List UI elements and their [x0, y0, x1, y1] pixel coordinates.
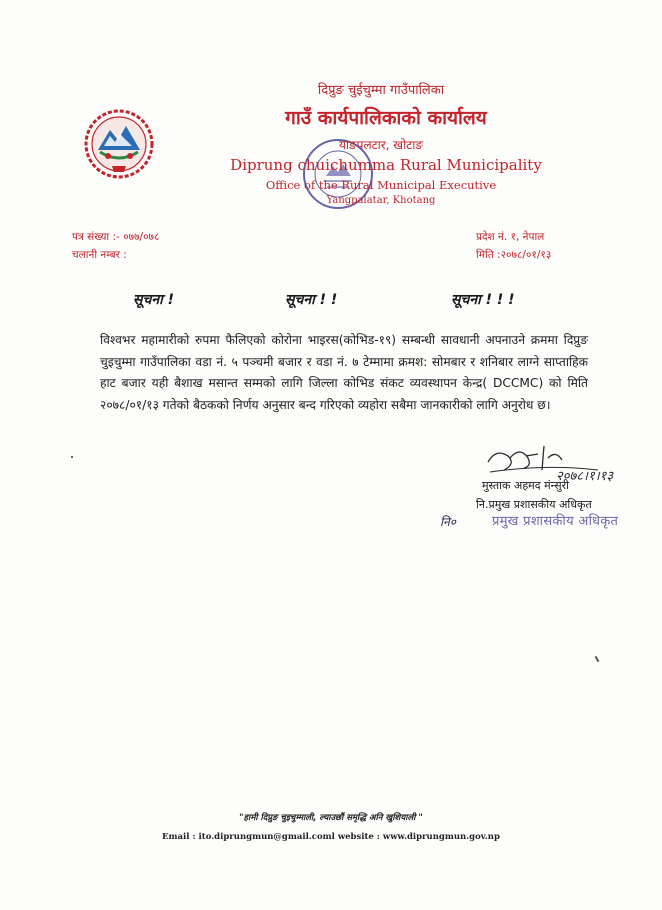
address-np: याङपलटार, खोटाङ — [338, 138, 424, 152]
office-name-np: गाउँ कार्यपालिकाको कार्यालय — [285, 107, 487, 129]
letter-date: मिति :२०७८/०१/१३ — [476, 249, 552, 261]
signature-date: २०७८।१।१३ — [556, 469, 614, 484]
letter-number: पत्र संख्या :- ०७७/०७८ — [72, 231, 160, 243]
footer-contacts: Email : ito.diprungmun@gmail.coml website : www.diprungmun.gov.np — [162, 832, 500, 842]
address-en: Yangpalatar, Khotang — [326, 195, 436, 206]
province-label: प्रदेश नं. १, नेपाल — [476, 231, 545, 243]
office-name-en: Office of the Rural Municipal Executive — [265, 178, 497, 192]
footer-slogan: "हामी दिप्रुङ चुइचुम्माली, ल्याउछौं समृद्धि अनि खुशियाली " — [239, 813, 423, 823]
municipality-name-en: Diprung chuichumma Rural Municipality — [230, 156, 542, 174]
signatory-title: नि.प्रमुख प्रशासकीय अधिकृत — [476, 498, 592, 511]
notice-body: विश्वभर महामारीको रुपमा फैलिएको कोरोना भाइरस(कोभिड-१९) सम्बन्धी सावधानी अपनाउने क्रममा दिप्रुङ चुइचुम्मा गाउँपालिका वडा नं. ५ पञ्चमी बजार र वडा नं. ७ टेम्मामा क्रमश: सोमबार र शनिबार लाग्ने साप्ताहिक हाट बजार यही बैशाख मसान्त सम्मको लागि जिल्ला कोभिड संकट व्यवस्थापन केन्द्र( DCCMC) को मिति २०७८/०१/१३ गतेको बैठकको निर्णय अनुसार बन्द गरिएको व्यहोरा सबैमा जानकारीको लागि अनुरोध छ। — [100, 333, 588, 412]
notice-heading-2: सूचना ! ! — [285, 292, 338, 308]
municipality-name-np: दिप्रुङ चुईचुम्मा गाउँपालिका — [317, 83, 445, 98]
ink-dot — [71, 456, 73, 458]
dispatch-number: चलानी नम्बर : — [72, 249, 127, 261]
notice-heading-1: सूचना ! — [133, 292, 175, 308]
signatory-name: मुस्ताक अहमद मंन्सुरी — [482, 479, 569, 492]
designation-seal: प्रमुख प्रशासकीय अधिकृत — [492, 514, 619, 529]
nepal-emblem-icon — [82, 106, 156, 180]
stray-mark — [595, 656, 600, 662]
seal-prefix: नि० — [440, 515, 457, 529]
notice-heading-3: सूचना ! ! ! — [451, 292, 515, 308]
